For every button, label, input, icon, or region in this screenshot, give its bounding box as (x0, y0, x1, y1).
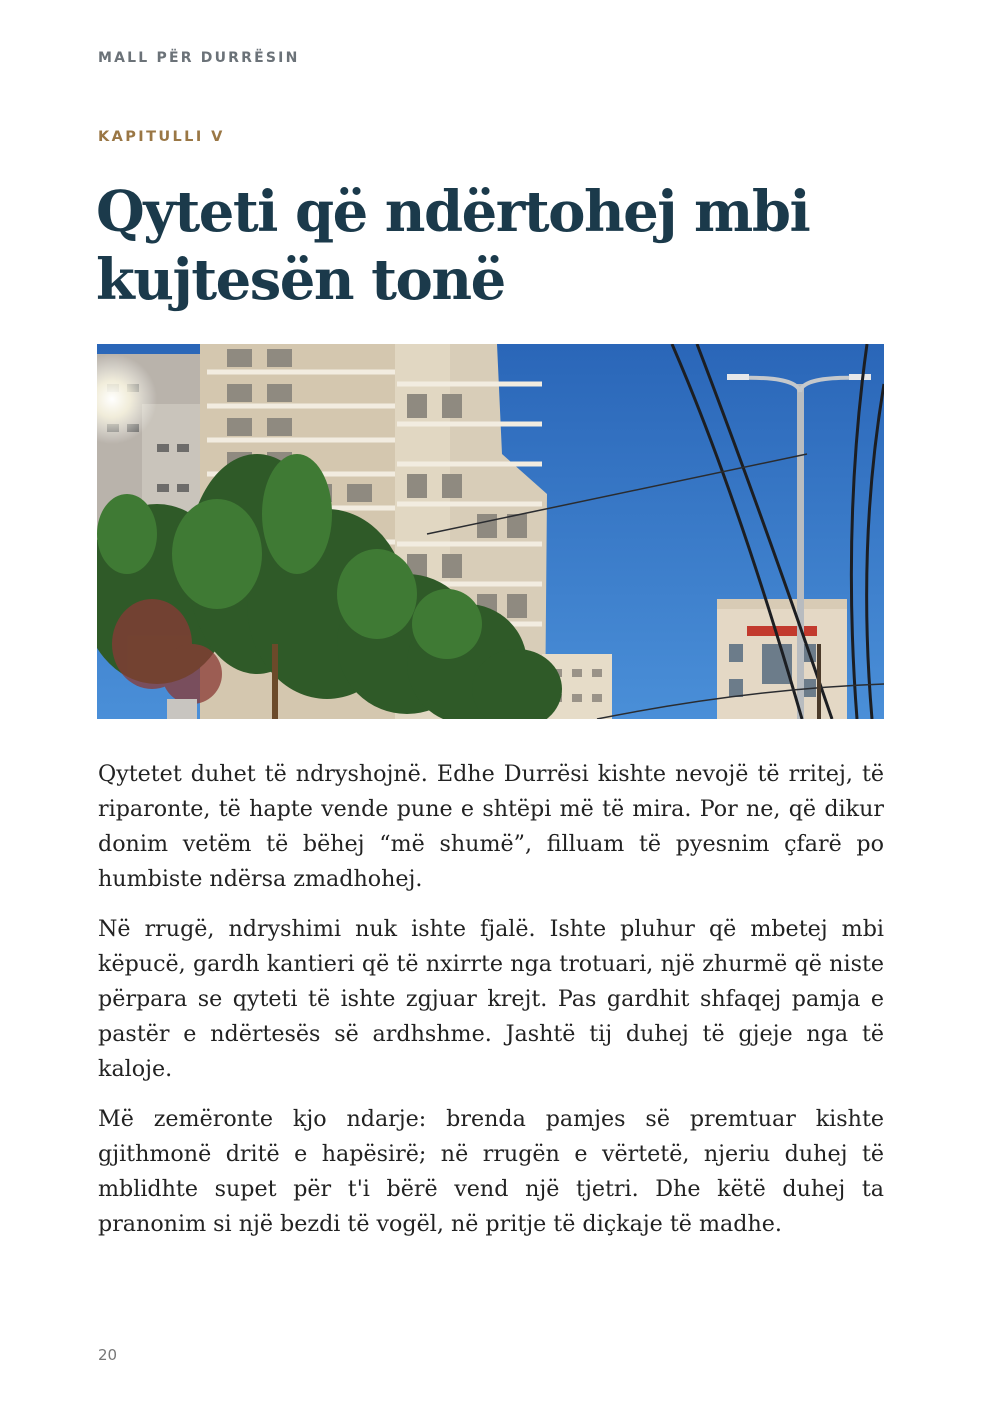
paragraph: Më zemëronte kjo ndarje: brenda pamjes së premtuar kishte gjithmonë dritë e hapësirë; në rrugën e vërtetë, njeriu duhej të mblidhte supet për t'i bërë vend një tjetri. Dhe këtë duhej ta pranonim si një bezdi të vogël, në pritje të diçkaje të madhe. (98, 1106, 884, 1237)
page-number: 20 (98, 1346, 118, 1364)
chapter-title: Qyteti që ndërtohej mbi kujtesën tonë (96, 179, 810, 313)
paragraph: Qytetet duhet të ndryshojnë. Edhe Durrësi kishte nevojë të rritej, të riparonte, të hapte vende pune e shtëpi më të mira. Por ne, që dikur donim vetëm të bëhej “më shumë”, filluam të pyesnim çfarë po humbiste ndërsa zmadhohej. (98, 761, 884, 892)
city-photo (97, 344, 884, 719)
article-body (98, 757, 884, 1257)
chapter-label: KAPITULLI V (98, 129, 225, 145)
paragraph: Në rrugë, ndryshimi nuk ishte fjalë. Ishte pluhur që mbetej mbi këpucë, gardh kantieri që të nxirrte nga trotuari, një zhurmë që niste përpara se qyteti të ishte zgjuar krejt. Pas gardhit shfaqej pamja e pastër e ndërtesës së ardhshme. Jashtë tij duhej të gjeje nga të kaloje. (98, 916, 884, 1082)
running-head: MALL PËR DURRËSIN (98, 50, 300, 66)
